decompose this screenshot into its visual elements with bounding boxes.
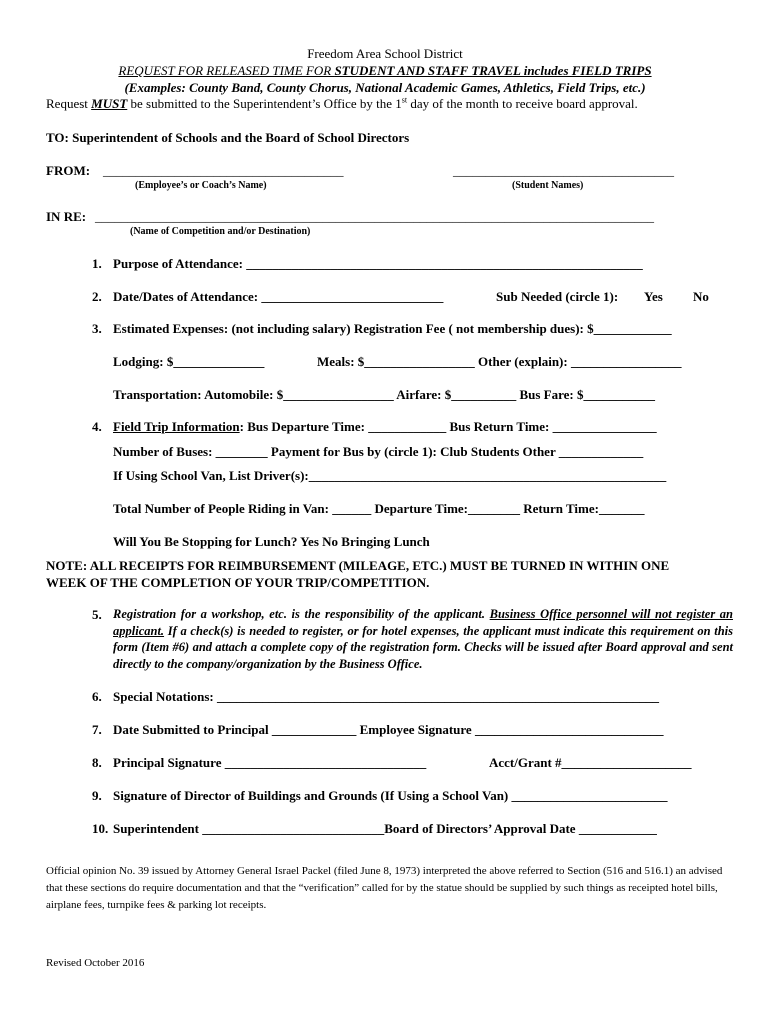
form-title [0,63,770,79]
sub-needed-label: Sub Needed (circle 1): [496,289,619,304]
notice-sup: st [401,95,408,105]
number-of-buses-field[interactable]: Number of Buses: ________ Payment for Bus by (circle 1): Club Students Other _____________ [113,444,644,459]
special-notations-field[interactable]: Special Notations: ____________________________________________________________________ [113,689,659,704]
item-1-number: 1. [92,256,102,271]
item-5-number: 5. [92,607,102,622]
registration-text-a: Registration for a workshop, etc. is the responsibility of the applicant. [113,607,490,621]
principal-signature-field[interactable]: Principal Signature _______________________________ [113,755,427,770]
note-line-1: NOTE: ALL RECEIPTS FOR REIMBURSEMENT (MILEAGE, ETC.) MUST BE TURNED IN WITHIN ONE [46,558,670,573]
field-trip-info-line[interactable] [113,419,657,435]
notice-c: day of the month to receive board approval. [407,96,638,111]
competition-caption: (Name of Competition and/or Destination) [130,226,311,237]
purpose-of-attendance-field[interactable]: Purpose of Attendance: _____________________________________________________________ [113,256,643,271]
attorney-general-opinion: Official opinion No. 39 issued by Attorney General Israel Packel (filed June 8, 1973) interpreted the above referred to Section (516 and 516.1) an advised that these sections do require documentation and that the “verification” called for by the statue should be supplied by such things as receipted hotel bills, airplane fees, turnpike fees & parking lot receipts. [46,865,723,911]
item-10-number: 10. [92,821,109,836]
submission-notice [46,96,638,112]
form-title-bold: STUDENT AND STAFF TRAVEL includes FIELD TRIPS [334,63,652,78]
superintendent-approval-field[interactable]: Superintendent ____________________________Board of Directors’ Approval Date ____________ [113,821,657,836]
notice-a: Request [46,96,92,111]
district-name: Freedom Area School District [307,46,463,61]
lunch-question[interactable]: Will You Be Stopping for Lunch? Yes No Bringing Lunch [113,534,430,549]
sub-needed-yes[interactable]: Yes [644,289,663,304]
date-employee-signature-field[interactable]: Date Submitted to Principal _____________ Employee Signature _____________________________ [113,722,664,737]
bus-times-field: : Bus Departure Time: ____________ Bus Return Time: ________________ [239,419,657,434]
transportation-field[interactable]: Transportation: Automobile: $_________________ Airfare: $__________ Bus Fare: $___________ [113,387,656,402]
item-2-number: 2. [92,289,102,304]
notice-b: be submitted to the Superintendent’s Office by the 1 [127,96,402,111]
item-9-number: 9. [92,788,102,803]
registration-fee-field[interactable]: Estimated Expenses: (not including salary) Registration Fee ( not membership dues): $____________ [113,321,672,336]
form-title-plain: REQUEST FOR RELEASED TIME FOR [118,63,335,78]
sub-needed-no[interactable]: No [693,289,709,304]
revised-date: Revised October 2016 [46,957,145,969]
registration-text-underlined: Business Office personnel will not register an applicant. [113,607,733,638]
director-signature-field[interactable]: Signature of Director of Buildings and Grounds (If Using a School Van) ________________________ [113,788,668,803]
from-label: FROM: [46,163,91,178]
item-6-number: 6. [92,689,102,704]
item-4-number: 4. [92,419,102,434]
employee-name-caption: (Employee’s or Coach’s Name) [135,180,267,191]
student-names-caption: (Student Names) [512,180,584,191]
item-8-number: 8. [92,755,102,770]
field-trip-info-label: Field Trip Information [113,419,240,434]
note-line-2: WEEK OF THE COMPLETION OF YOUR TRIP/COMPETITION. [46,575,430,590]
form-examples: (Examples: County Band, County Chorus, National Academic Games, Athletics, Field Trips, etc.) [124,80,646,95]
meals-other-field[interactable]: Meals: $_________________ Other (explain): _________________ [317,354,682,369]
item-3-number: 3. [92,321,102,336]
employee-name-field[interactable]: _____________________________________ [103,163,344,178]
student-names-field[interactable]: __________________________________ [453,163,674,178]
competition-destination-field[interactable]: ______________________________________________________________________________________ [95,209,654,224]
acct-grant-field[interactable]: Acct/Grant #____________________ [489,755,692,770]
item-7-number: 7. [92,722,102,737]
to-line: TO: Superintendent of Schools and the Board of School Directors [46,130,410,145]
inre-label: IN RE: [46,209,87,224]
registration-paragraph [113,606,733,672]
van-drivers-field[interactable]: If Using School Van, List Driver(s):_______________________________________________________ [113,468,667,483]
registration-text-b: If a check(s) is needed to register, or for hotel expenses, the applicant must indicate this requirement on this form (Item #6) and attach a complete copy of the registration form. Checks will be issued after Board approval and sent directly to the company/organization by the Business Office. [113,623,733,671]
lodging-field[interactable]: Lodging: $______________ [113,354,265,369]
dates-of-attendance-field[interactable]: Date/Dates of Attendance: ____________________________ [113,289,444,304]
notice-must: MUST [91,96,128,111]
van-riders-field[interactable]: Total Number of People Riding in Van: ______ Departure Time:________ Return Time:_______ [113,501,645,516]
